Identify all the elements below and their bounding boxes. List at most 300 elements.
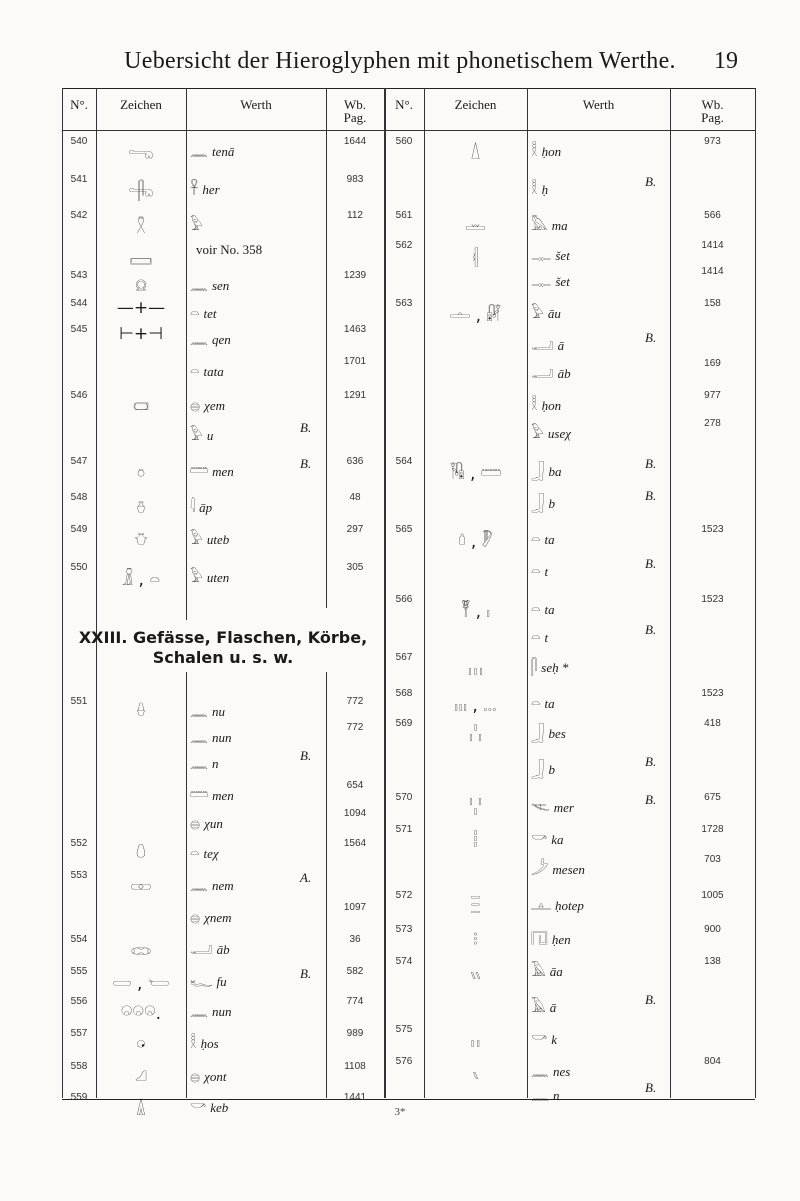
werth-value [531, 390, 561, 415]
page-reference: 1108 [344, 1061, 366, 1072]
transliteration: āa [549, 964, 563, 979]
header-rule [62, 130, 755, 131]
werth-value [190, 748, 220, 773]
werth-glyph: 𓐍 [190, 1067, 201, 1085]
sign-glyph: 𓏪 [473, 832, 478, 852]
sign-glyph: 𓏊 [136, 500, 146, 520]
werth-glyph: 𓉔 [531, 930, 548, 948]
page-reference: 1097 [343, 902, 367, 913]
row-number: 575 [395, 1024, 413, 1035]
werth-value [531, 358, 571, 383]
transliteration: ma [551, 218, 568, 233]
werth-glyph: 𓈖 [531, 1062, 549, 1080]
transliteration: seḥ * [541, 660, 569, 675]
column-divider [527, 88, 528, 1098]
sign-glyph: 𓏔 , 𓏕 [112, 974, 170, 994]
werth-value [190, 1028, 221, 1053]
werth-value [190, 966, 229, 991]
werth-value [190, 270, 231, 295]
page-reference: 138 [704, 956, 721, 967]
werth-value [531, 854, 585, 879]
transliteration: t [544, 630, 549, 645]
werth-glyph: 𓎡 [190, 1098, 207, 1116]
sign-glyph: 𓏒 [130, 878, 152, 898]
werth-value [531, 622, 548, 647]
werth-glyph: 𓏏 [531, 600, 541, 618]
werth-glyph: 𓏏 [190, 304, 200, 322]
werth-value [190, 492, 214, 517]
sign-glyph: 𓏩 [469, 800, 482, 820]
transliteration: mer [553, 800, 574, 815]
werth-glyph: 𓏏 [531, 562, 541, 580]
sign-glyph: 𓏖𓏖𓏖. [120, 1004, 162, 1024]
transliteration: nun [211, 1004, 232, 1019]
werth-value [531, 792, 574, 817]
sign-glyph: —+— [116, 298, 166, 318]
werth-glyph: 𓄿 [531, 962, 546, 980]
transliteration: tenā [211, 144, 235, 159]
werth-glyph: 𓈖 [190, 142, 208, 160]
transliteration: men [212, 788, 234, 803]
page-reference: 169 [704, 358, 721, 369]
werth-value [190, 934, 232, 959]
sign-glyph: 𓏭 [470, 964, 481, 984]
header-pag: Pag. [701, 110, 724, 125]
werth-value [531, 824, 563, 849]
sign-glyph: 𓂹 [128, 182, 154, 202]
transliteration: ā [549, 1000, 557, 1015]
transliteration: b [548, 496, 555, 511]
werth-glyph: 𓃀 [531, 462, 545, 480]
sign-glyph: 𓏬 [473, 932, 478, 952]
werth-glyph: 𓆑 [190, 972, 213, 990]
header-no: N°. [70, 97, 88, 112]
sign-glyph: 𓏨 [469, 726, 482, 746]
row-number: 542 [70, 210, 88, 221]
source-mark: B. [645, 1080, 657, 1095]
werth-glyph: 𓈖 [190, 876, 208, 894]
source-mark: B. [300, 966, 312, 981]
row-number: 572 [395, 890, 413, 901]
page-reference: 1463 [343, 324, 367, 335]
row-number: 552 [70, 838, 88, 849]
page-reference: 1005 [701, 890, 724, 901]
werth-glyph: 𓇋 [190, 498, 196, 516]
werth-glyph: 𓋹 [190, 180, 199, 198]
page-reference: 989 [346, 1028, 364, 1039]
transliteration: uten [206, 570, 230, 585]
transliteration: u [206, 428, 214, 443]
page-reference: 772 [346, 722, 364, 733]
werth-value [531, 652, 568, 677]
werth-value [531, 266, 570, 291]
column-divider [96, 88, 97, 1098]
source-mark: B. [645, 456, 657, 471]
header-wb: Wb. [701, 97, 724, 112]
transliteration: ta [544, 602, 555, 617]
row-number: 556 [70, 996, 88, 1007]
werth-glyph: 𓅱 [190, 426, 203, 444]
transliteration: b [548, 762, 555, 777]
page-reference: 582 [346, 966, 364, 977]
row-number: 553 [70, 870, 88, 881]
werth-value [190, 722, 233, 747]
page-reference: 1564 [343, 838, 367, 849]
sign-glyph: 𓏎 , 𓏏 [121, 570, 161, 590]
sign-glyph: 𓈙 [129, 248, 153, 268]
werth-glyph: 𓎡 [531, 830, 548, 848]
transliteration: ḥos [200, 1036, 219, 1051]
werth-glyph: 𓂝 [531, 364, 554, 382]
page-reference: 1523 [701, 688, 724, 699]
werth-value [531, 890, 584, 915]
werth-glyph: 𓏠 [190, 462, 209, 480]
werth-value [190, 356, 226, 381]
werth-value [190, 780, 236, 805]
sign-glyph: 𓏐 [136, 704, 146, 724]
transliteration: her [202, 182, 220, 197]
source-mark: B. [300, 420, 312, 435]
werth-glyph: 𓎛 [531, 142, 538, 160]
transliteration: āu [547, 306, 561, 321]
source-mark: B. [645, 992, 657, 1007]
page-reference: 1094 [343, 808, 367, 819]
row-number: 566 [395, 594, 413, 605]
page-reference: 1523 [701, 524, 724, 535]
werth-glyph: 𓎡 [531, 1030, 548, 1048]
werth-glyph: 𓏏 [190, 844, 200, 862]
sign-glyph: 𓏗 [136, 1036, 146, 1056]
transliteration: ā [557, 338, 565, 353]
werth-glyph: 𓃀 [531, 724, 545, 742]
page-reference: 418 [704, 718, 721, 729]
sign-glyph: 𓏋 [134, 532, 148, 552]
row-number: 558 [70, 1061, 88, 1072]
header-wb: Wb. [343, 97, 367, 112]
sign-glyph: 𓍷 [133, 398, 149, 418]
source-mark: B. [300, 748, 312, 763]
werth-glyph: 𓊵 [531, 896, 552, 914]
werth-value [190, 562, 231, 587]
transliteration: uteb [206, 532, 230, 547]
page-reference: 278 [704, 418, 721, 429]
werth-glyph: 𓏏 [531, 694, 541, 712]
source-mark: B. [645, 792, 657, 807]
page-reference: 48 [349, 492, 361, 503]
header-zeichen-right: Zeichen [454, 97, 497, 112]
werth-value [531, 136, 561, 161]
page-reference: 36 [349, 934, 361, 945]
werth-glyph: 𓈖 [190, 754, 208, 772]
werth-value [531, 298, 561, 323]
footnote-marker: 3* [394, 1106, 406, 1118]
page-reference: 112 [347, 210, 363, 221]
werth-glyph: 𓅱 [531, 304, 544, 322]
werth-glyph: 𓃀 [531, 494, 545, 512]
row-number: 576 [395, 1056, 413, 1067]
werth-glyph: 𓐍 [190, 396, 201, 414]
row-number: 544 [70, 298, 88, 309]
column-divider [186, 88, 187, 620]
source-mark: B. [645, 330, 657, 345]
werth-value [190, 902, 234, 927]
table-border-left [62, 88, 63, 1098]
werth-value [531, 556, 548, 581]
werth-value [531, 456, 561, 481]
header-wb-pag-right [670, 98, 755, 124]
row-number: 568 [395, 688, 413, 699]
transliteration: nun [211, 730, 232, 745]
transliteration: ḥotep [555, 898, 584, 913]
transliteration: ka [551, 832, 564, 847]
werth-glyph: 𓏠 [190, 786, 209, 804]
sign-glyph: 𓍵 [136, 218, 146, 238]
transliteration: ḥon [541, 398, 562, 413]
page-reference: 305 [346, 562, 364, 573]
werth-value [190, 136, 236, 161]
row-number: 563 [395, 298, 413, 309]
werth-value [190, 1061, 228, 1086]
row-number: 570 [395, 792, 413, 803]
row-number: 560 [395, 136, 413, 147]
werth-value [190, 870, 236, 895]
row-number: 574 [395, 956, 413, 967]
sign-glyph: 𓏘 [134, 1069, 148, 1089]
transliteration: n [552, 1088, 560, 1103]
transliteration: qen [211, 332, 231, 347]
page-reference: 977 [704, 390, 721, 401]
werth-glyph: 𓐍 [190, 814, 201, 832]
werth-glyph: 𓈖 [190, 728, 208, 746]
werth-value [531, 594, 555, 619]
werth-value [531, 956, 563, 981]
transliteration: tet [203, 306, 217, 321]
werth-glyph: 𓈖 [190, 1002, 208, 1020]
werth-value [531, 1024, 557, 1049]
werth-value [531, 1080, 559, 1105]
werth-value [190, 996, 233, 1021]
werth-value [190, 696, 227, 721]
werth-glyph: 𓂝 [190, 940, 213, 958]
werth-value [190, 838, 221, 863]
table-border-right [755, 88, 756, 1098]
page-reference: 654 [346, 780, 364, 791]
werth-glyph: 𓏏 [190, 362, 200, 380]
transliteration: ḥon [541, 144, 562, 159]
werth-value [190, 174, 222, 199]
row-number: 540 [70, 136, 88, 147]
transliteration: keb [210, 1100, 229, 1115]
row-number: 541 [70, 174, 88, 185]
sign-glyph: ⊢+⊣ [119, 324, 163, 344]
transliteration: k [551, 1032, 557, 1047]
werth-glyph: 𓂝 [531, 336, 554, 354]
row-number: 567 [395, 652, 413, 663]
header-werth: Werth [240, 97, 272, 112]
row-number: 549 [70, 524, 88, 535]
header-werth-right: Werth [582, 97, 615, 112]
row-number: 564 [395, 456, 413, 467]
werth-glyph: 𓄿 [531, 998, 546, 1016]
transliteration: ba [548, 464, 562, 479]
werth-value [531, 240, 570, 265]
row-number: 559 [70, 1092, 88, 1103]
page-reference: 158 [704, 298, 721, 309]
page-reference: 1414 [701, 240, 724, 251]
row-number: 565 [395, 524, 413, 535]
source-mark: B. [645, 754, 657, 769]
transliteration: āb [557, 366, 571, 381]
werth-value [190, 456, 236, 481]
page-title: Uebersicht der Hieroglyphen mit phonetischem Werthe. [124, 48, 676, 74]
sign-glyph: 𓏣 , 𓏤 [461, 602, 490, 622]
page-reference: 297 [346, 524, 364, 535]
row-number: 554 [70, 934, 88, 945]
page-reference: 772 [346, 696, 364, 707]
transliteration: fu [216, 974, 227, 989]
page-number: 19 [714, 48, 738, 74]
sign-glyph: 𓏛 [465, 218, 486, 238]
page-reference: 1414 [701, 266, 724, 277]
sign-glyph: 𓏯 [472, 1064, 479, 1084]
row-number: 550 [70, 562, 88, 573]
werth-glyph: 𓐍 [190, 908, 201, 926]
page-reference: 1701 [343, 356, 367, 367]
werth-glyph: 𓅓 [531, 216, 548, 234]
sign-glyph: 𓏜 [472, 248, 479, 268]
werth-glyph: 𓈖 [531, 1086, 549, 1104]
row-number: 571 [395, 824, 413, 835]
werth-value [190, 420, 215, 445]
werth-glyph: 𓅱 [531, 424, 544, 442]
page-reference: 636 [346, 456, 364, 467]
page-reference: 675 [704, 792, 721, 803]
sign-glyph: 𓏦 , 𓏧 [454, 696, 497, 716]
page-reference: 703 [704, 854, 721, 865]
column-divider [186, 672, 187, 1098]
werth-value [190, 324, 233, 349]
werth-value [531, 924, 571, 949]
transliteration: āb [216, 942, 230, 957]
werth-glyph: 𓈖 [190, 276, 208, 294]
transliteration: χem [204, 398, 226, 413]
sign-glyph: 𓏫 [470, 898, 481, 918]
row-number: 573 [395, 924, 413, 935]
page-reference: 566 [704, 210, 721, 221]
werth-glyph: 𓊃 [531, 246, 552, 264]
source-mark: B. [645, 174, 657, 189]
row-number: 551 [70, 696, 88, 707]
page-reference: 774 [346, 996, 364, 1007]
werth-glyph: 𓌳 [531, 860, 549, 878]
section-title-line1: XXIII. Gefässe, Flaschen, Körbe, [78, 628, 368, 647]
werth-value [531, 488, 555, 513]
transliteration: mesen [552, 862, 585, 877]
column-divider [424, 88, 425, 1098]
source-mark: B. [645, 488, 657, 503]
sign-glyph: 𓍶 [135, 278, 147, 298]
transliteration: bes [548, 726, 566, 741]
transliteration: ta [544, 532, 555, 547]
werth-glyph: 𓅱 [190, 216, 203, 234]
header-no-right: N°. [395, 97, 413, 112]
werth-glyph: 𓅱 [190, 568, 203, 586]
page-reference: 973 [704, 136, 721, 147]
sign-glyph: 𓏮 [470, 1032, 481, 1052]
werth-value [531, 754, 555, 779]
section-title-line2: Schalen u. s. w. [152, 648, 294, 667]
row-number: 569 [395, 718, 413, 729]
row-number: 561 [395, 210, 413, 221]
row-number: 546 [70, 390, 88, 401]
werth-value [190, 390, 227, 415]
page-reference: 1291 [343, 390, 367, 401]
source-mark: B. [300, 456, 312, 471]
werth-glyph: 𓈖 [190, 702, 208, 720]
werth-glyph: 𓅱 [190, 530, 203, 548]
werth-value [531, 210, 568, 235]
sign-glyph: 𓏝 , 𓏞 [449, 306, 502, 326]
source-mark: B. [645, 556, 657, 571]
header-zeichen: Zeichen [120, 97, 162, 112]
werth-value [531, 174, 548, 199]
werth-value [531, 718, 566, 743]
sign-glyph: 𓏓 [130, 942, 152, 962]
werth-value [190, 808, 225, 833]
section-title [62, 628, 384, 668]
werth-glyph: 𓏏 [531, 628, 541, 646]
werth-glyph: 𓌻 [531, 798, 550, 816]
werth-glyph: 𓏏 [531, 530, 541, 548]
page-reference: 1523 [701, 594, 724, 605]
werth-value [190, 240, 262, 258]
werth-glyph: 𓎛 [531, 180, 538, 198]
row-number: 555 [70, 966, 88, 977]
transliteration: nu [211, 704, 225, 719]
transliteration: ta [544, 696, 555, 711]
sign-glyph: 𓏡 , 𓏢 [458, 532, 493, 552]
transliteration: āp [199, 500, 213, 515]
page-reference: 1728 [701, 824, 724, 835]
transliteration: šet [555, 248, 570, 263]
source-mark: B. [645, 622, 657, 637]
reference-note: voir No. 358 [196, 242, 263, 257]
transliteration: n [211, 756, 219, 771]
transliteration: ḥen [551, 932, 571, 947]
werth-glyph: 𓊃 [531, 272, 552, 290]
page-reference: 1644 [343, 136, 367, 147]
page-reference: 1239 [343, 270, 367, 281]
row-number: 548 [70, 492, 88, 503]
row-number: 547 [70, 456, 88, 467]
row-number: 543 [70, 270, 88, 281]
werth-glyph: 𓎛 [531, 396, 538, 414]
page-reference: 1441 [343, 1092, 367, 1103]
werth-value [531, 688, 555, 713]
sign-glyph: 𓏟 , 𓏠 [449, 464, 502, 484]
header-wb-pag [326, 98, 384, 124]
transliteration: χun [204, 816, 223, 831]
transliteration: χnem [204, 910, 232, 925]
header-pag: Pag. [343, 110, 367, 125]
werth-glyph: 𓈖 [190, 330, 208, 348]
werth-glyph: 𓋴 [531, 658, 538, 676]
werth-value [531, 1056, 570, 1081]
page-reference: 804 [704, 1056, 721, 1067]
transliteration: nem [211, 878, 234, 893]
transliteration: teχ [203, 846, 219, 861]
transliteration: χont [204, 1069, 227, 1084]
